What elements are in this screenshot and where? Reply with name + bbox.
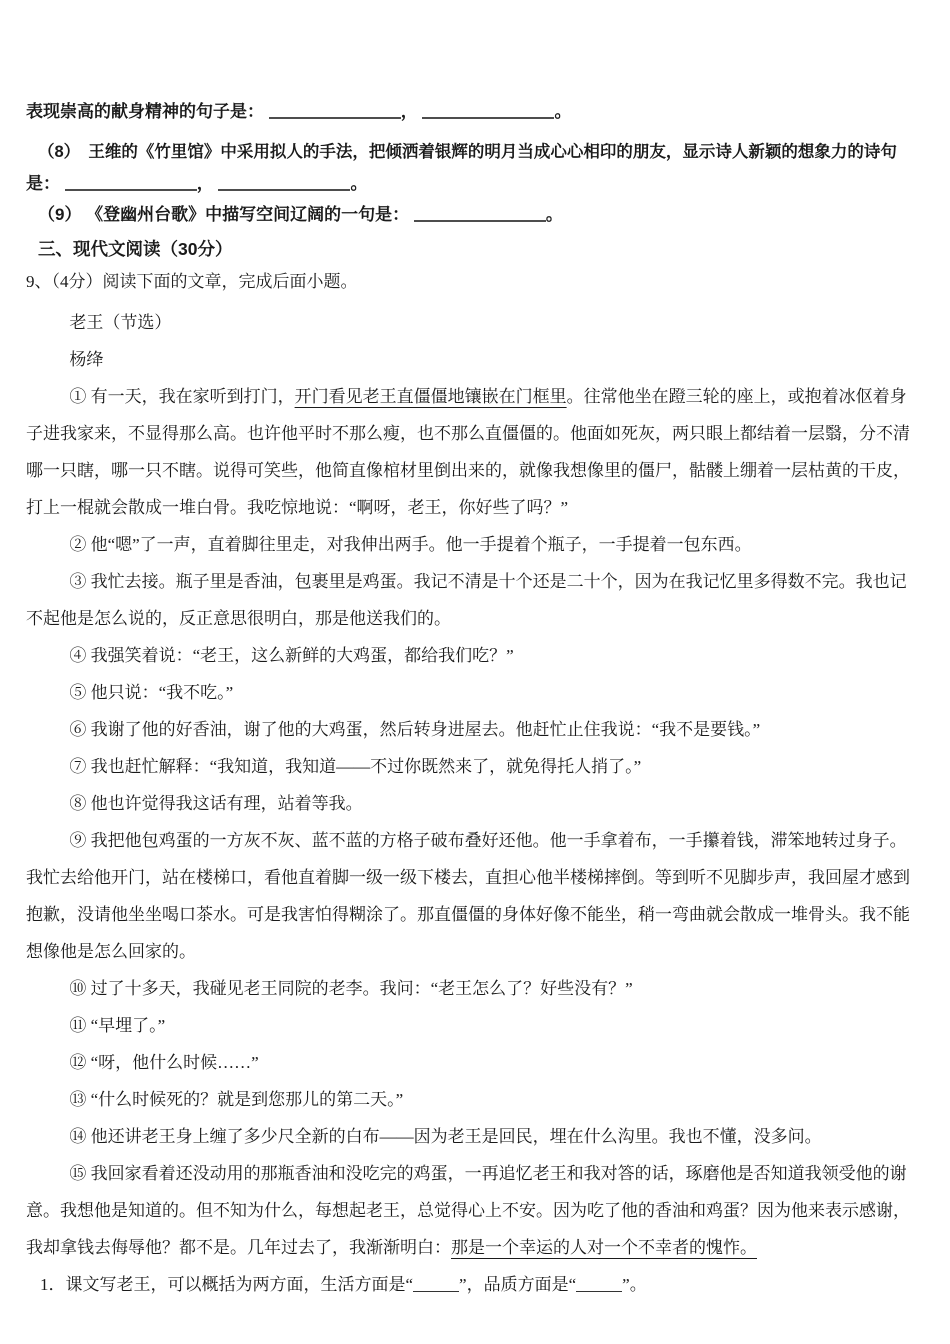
article-paragraph bbox=[26, 674, 910, 711]
q8-line2-prefix: 是： bbox=[26, 174, 60, 193]
q9-prefix: （9） 《登幽州台歌》中描写空间辽阔的一句是： bbox=[38, 205, 410, 224]
article-paragraph bbox=[26, 637, 910, 674]
q1-quote-close: ” bbox=[622, 1275, 630, 1294]
paragraph-text: ⑦ 我也赶忙解释：“我知道，我知道——不过你既然来了，就免得托人捎了。” bbox=[69, 757, 642, 776]
answer-blank[interactable] bbox=[218, 188, 350, 191]
article bbox=[26, 304, 910, 1266]
section-header: 三、现代文阅读（30分） bbox=[38, 239, 233, 259]
article-paragraph bbox=[26, 1081, 910, 1118]
paragraph-text: ④ 我强笑着说：“老王，这么新鲜的大鸡蛋，都给我们吃？” bbox=[69, 646, 514, 665]
fill-blank-line-devotion bbox=[26, 96, 910, 127]
article-paragraph bbox=[26, 378, 910, 526]
paragraph-text: ⑤ 他只说：“我不吃。” bbox=[69, 683, 234, 702]
article-author: 杨绛 bbox=[69, 350, 104, 369]
answer-blank[interactable] bbox=[65, 188, 197, 191]
paragraph-text: ⑫ “呀，他什么时候……” bbox=[69, 1053, 259, 1072]
q1-period: 。 bbox=[629, 1275, 647, 1294]
q8-period: 。 bbox=[350, 174, 368, 193]
paragraph-text: ① 有一天，我在家听到打门， bbox=[69, 387, 295, 406]
fill-blank-q8-line2 bbox=[26, 168, 910, 199]
underlined-phrase: 那是一个幸运的人对一个不幸者的愧怍。 bbox=[451, 1238, 757, 1257]
q9-period: 。 bbox=[545, 205, 563, 224]
article-paragraph bbox=[26, 748, 910, 785]
underlined-phrase: 开门看见老王直僵僵地镶嵌在门框里 bbox=[294, 387, 567, 406]
sub-question-1 bbox=[26, 1266, 910, 1303]
paragraph-text: ⑭ 他还讲老王身上缠了多少尺全新的白布——因为老王是回民，埋在什么沟里。我也不懂，没多问。 bbox=[69, 1127, 822, 1146]
paragraph-text: ② 他“嗯”了一声，直着脚往里走，对我伸出两手。他一手提着个瓶子，一手提着一包东西。 bbox=[69, 535, 752, 554]
answer-blank[interactable] bbox=[413, 1290, 459, 1292]
article-paragraph bbox=[26, 711, 910, 748]
paragraph-text: ③ 我忙去接。瓶子里是香油，包裹里是鸡蛋。我记不清是十个还是二十个，因为在我记忆里多得数不完。我也记不起他是怎么说的，反正意思很明白，那是他送我们的。 bbox=[26, 572, 907, 628]
devotion-prefix: 表现崇高的献身精神的句子是： bbox=[26, 102, 264, 121]
q1-text2: ，品质方面是 bbox=[466, 1275, 569, 1294]
paragraph-text: ⑨ 我把他包鸡蛋的一方灰不灰、蓝不蓝的方格子破布叠好还他。他一手拿着布，一手攥着钱，滞笨地转过身子。我忙去给他开门，站在楼梯口，看他直着脚一级一级下楼去，直担心他半楼梯摔倒。等到听不见脚步声，我回屋才感到抱歉，没请他坐坐喝口茶水。可是我害怕得糊涂了。那直僵僵的身体好像不能坐，稍一弯曲就会散成一堆骨头。我不能想像他是怎么回家的。 bbox=[26, 831, 910, 961]
q1-quote-close: ” bbox=[459, 1275, 467, 1294]
q8-text: （8） 王维的《竹里馆》中采用拟人的手法，把倾洒着银辉的明月当成心心相印的朋友，显示诗人新颖的想象力的诗句 bbox=[38, 143, 897, 161]
answer-blank[interactable] bbox=[414, 219, 546, 222]
article-paragraph bbox=[26, 526, 910, 563]
paragraph-text: ⑪ “早埋了。” bbox=[69, 1016, 166, 1035]
answer-blank[interactable] bbox=[576, 1290, 622, 1292]
article-paragraph bbox=[26, 822, 910, 970]
q1-quote-open: “ bbox=[568, 1275, 577, 1294]
paragraph-text: ⑩ 过了十多天，我碰见老王同院的老李。我问：“老王怎么了？好些没有？” bbox=[69, 979, 633, 998]
paragraph-text: ⑥ 我谢了他的好香油，谢了他的大鸡蛋，然后转身进屋去。他赶忙止住我说：“我不是要钱。” bbox=[69, 720, 761, 739]
article-title: 老王（节选） bbox=[69, 313, 172, 332]
answer-blank[interactable] bbox=[422, 116, 554, 119]
article-paragraph bbox=[26, 785, 910, 822]
q8-comma: ， bbox=[196, 174, 214, 193]
question-9-intro: 9、（4分）阅读下面的文章，完成后面小题。 bbox=[26, 272, 358, 291]
article-paragraph bbox=[26, 970, 910, 1007]
article-paragraph bbox=[26, 1007, 910, 1044]
devotion-period: 。 bbox=[554, 102, 572, 121]
paragraph-text: 。往常他坐在蹬三轮的座上，或抱着冰伛着身子进我家来，不显得那么高。也许他平时不那么瘦，也不那么直僵僵的。他面如死灰，两只眼上都结着一层翳，分不清哪一只瞎，哪一只不瞎。说得可笑些，他简直像棺材里倒出来的，就像我想像里的僵尸，骷髅上绷着一层枯黄的干皮，打上一棍就会散成一堆白骨。我吃惊地说：“啊呀，老王，你好些了吗？” bbox=[26, 387, 910, 517]
q1-text1: 1．课文写老王，可以概括为两方面，生活方面是 bbox=[40, 1275, 406, 1294]
article-paragraph bbox=[26, 563, 910, 637]
fill-blank-q9 bbox=[26, 199, 910, 230]
article-body bbox=[26, 378, 910, 1266]
fill-blank-q8-line1 bbox=[26, 137, 910, 168]
article-paragraph bbox=[26, 1155, 910, 1266]
paragraph-text: ⑧ 他也许觉得我这话有理，站着等我。 bbox=[69, 794, 363, 813]
article-paragraph bbox=[26, 1044, 910, 1081]
answer-blank[interactable] bbox=[269, 116, 401, 119]
paragraph-text: ⑬ “什么时候死的？就是到您那儿的第二天。” bbox=[69, 1090, 404, 1109]
paragraph-text: ⑮ 我回家看着还没动用的那瓶香油和没吃完的鸡蛋，一再追忆老王和我对答的话，琢磨他是否知道我领受他的谢意。我想他是知道的。但不知为什么，每想起老王，总觉得心上不安。因为吃了他的香油和鸡蛋？因为他来表示感谢，我却拿钱去侮辱他？都不是。几年过去了，我渐渐明白： bbox=[26, 1164, 910, 1257]
article-paragraph bbox=[26, 1118, 910, 1155]
devotion-comma: ， bbox=[400, 102, 418, 121]
q1-quote-open: “ bbox=[405, 1275, 414, 1294]
